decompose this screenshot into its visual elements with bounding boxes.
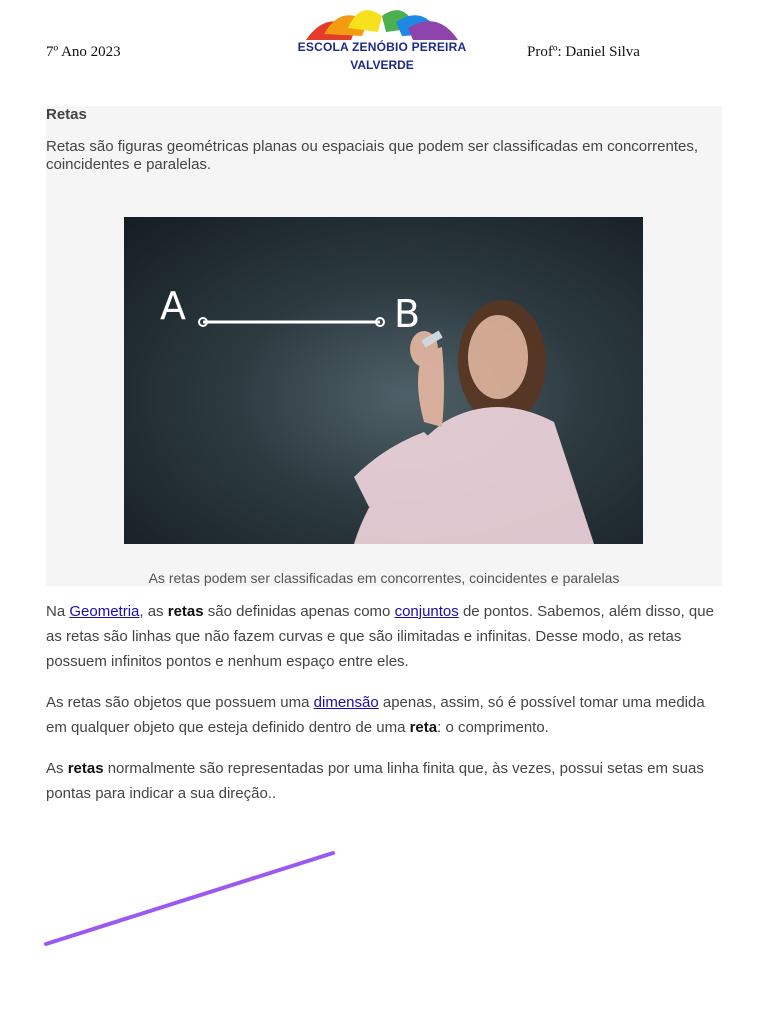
text-run: apenas, assim, só é possível tomar uma medida em qualquer objeto que esteja definido dentro de uma bbox=[46, 694, 705, 736]
text-run: , as bbox=[139, 603, 168, 620]
bold-retas: retas bbox=[67, 760, 104, 777]
teacher-drawing-line-photo bbox=[124, 217, 643, 544]
intro-text: Retas são figuras geométricas planas ou espaciais que podem ser classificadas em concorrentes, coincidentes e paralelas. bbox=[46, 138, 699, 173]
paragraph-representation bbox=[46, 756, 726, 806]
dimensao-link[interactable]: dimensão bbox=[313, 694, 379, 711]
school-logo bbox=[296, 0, 468, 78]
intro-box bbox=[46, 106, 722, 586]
paragraph-definition bbox=[46, 599, 726, 674]
text-run: são definidas apenas como bbox=[203, 603, 395, 620]
section-title: Retas bbox=[46, 106, 87, 123]
logo-school-city: VALVERDE bbox=[350, 58, 414, 72]
rainbow-book-icon bbox=[296, 0, 468, 44]
label-a: A bbox=[160, 284, 186, 328]
teacher-name: Profº: Daniel Silva bbox=[527, 44, 640, 60]
grade-year: 7º Ano 2023 bbox=[46, 44, 121, 60]
text-run: As retas são objetos que possuem uma bbox=[46, 694, 314, 711]
paragraph-dimension bbox=[46, 690, 726, 740]
text-run: As bbox=[46, 760, 68, 777]
text-run: Na bbox=[46, 603, 70, 620]
text-run: de pontos. Sabemos, além disso, que as retas são linhas que não fazem curvas e que são ilimitadas e infinitas. Desse modo, as retas possuem infinitos pontos e nenhum espaço entre eles. bbox=[46, 603, 714, 670]
bold-reta: reta bbox=[409, 719, 438, 736]
conjuntos-link[interactable]: conjuntos bbox=[394, 603, 459, 620]
bold-retas: retas bbox=[167, 603, 204, 620]
label-b: B bbox=[394, 292, 421, 336]
text-run: : o comprimento. bbox=[437, 719, 549, 736]
geometria-link[interactable]: Geometria bbox=[69, 603, 140, 620]
logo-school-name: ESCOLA ZENÓBIO PEREIRA bbox=[297, 40, 467, 54]
image-caption: As retas podem ser classificadas em concorrentes, coincidentes e paralelas bbox=[148, 570, 620, 586]
text-run: normalmente são representadas por uma linha finita que, às vezes, possui setas em suas pontas para indicar a sua direção.. bbox=[46, 760, 704, 802]
